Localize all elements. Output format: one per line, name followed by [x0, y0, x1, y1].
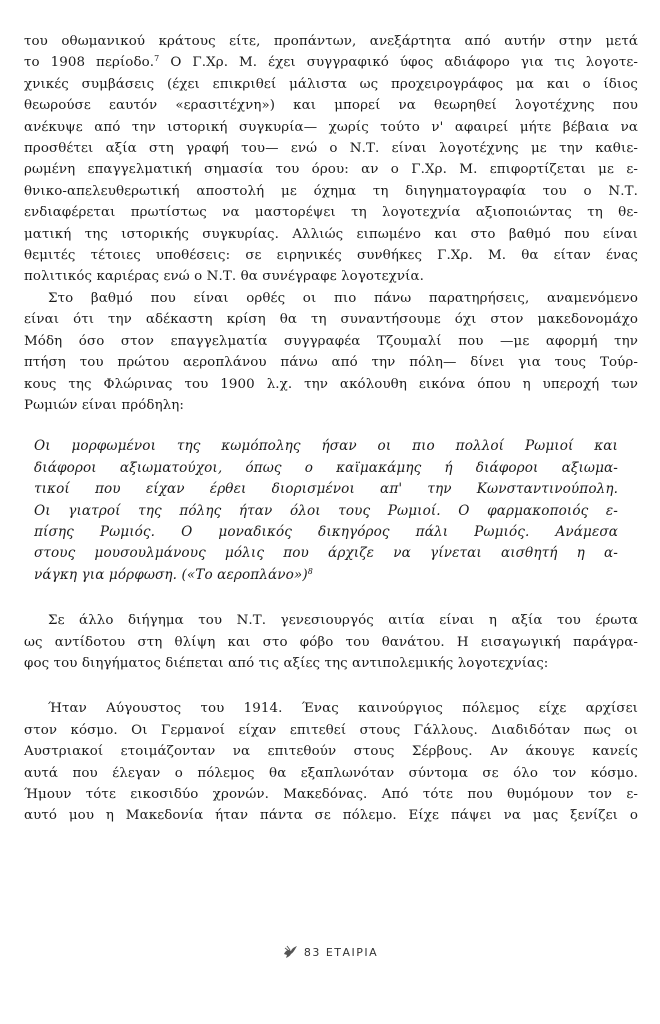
paragraph-3: [24, 610, 638, 674]
paragraph-4: [24, 698, 638, 826]
text-line: χνικές συμβάσεις (έχει επικριθεί μάλιστα ως προχειρογράφος μα και ο ίδιος: [24, 76, 638, 92]
text-fragment: νάγκη για μόρφωση. («Το αεροπλάνο»): [34, 566, 308, 583]
paragraph-2: [24, 288, 638, 416]
text-line: αυτό μου η Μακεδονία ήταν πάντα σε πόλεμο. Είχε πάψει να μας ξενίζει ο: [24, 808, 638, 824]
text-line: Σε άλλο διήγημα του Ν.Τ. γενεσιουργός αιτία είναι η αξία του έρωτα: [48, 613, 638, 629]
text-line: θεωρούσε εαυτόν «ερασιτέχνη») και μπορεί να θεωρηθεί λογοτέχνης που: [24, 98, 638, 114]
spacer: [24, 586, 638, 610]
text-line: ρωμένη επαγγελματική σημασία του όρου: αν ο Γ.Χρ. Μ. επιφορτίζεται με ε-: [24, 162, 638, 178]
text-line: ανέκυψε από την ιστορική συγκυρία— χωρίς τούτο ν' αφαιρεί μήτε βέβαια να: [24, 119, 638, 135]
spacer: [24, 674, 638, 698]
quote-line: [34, 565, 618, 586]
text-line: Αυστριακοί ετοιμάζονταν να επιτεθούν στους Σέρβους. Αν άκουγε κανείς: [24, 744, 638, 760]
journal-name: ΕΤΑΙΡΙΑ: [325, 946, 379, 959]
text-line: είναι ότι την αδέκαστη κρίση θα τη συναντήσουμε όχι στον μακεδονομάχο: [24, 312, 638, 328]
text-line: πτήση του πρώτου αεροπλάνου πάνω από την πόλη— δίνει για τους Τούρ-: [24, 355, 638, 371]
text-line: φος του διηγήματος διέπεται από τις αξίες της αντιπολεμικής λογοτεχνίας:: [24, 655, 549, 671]
text-line: πολιτικός καριέρας ενώ ο Ν.Τ. θα συνέγραφε λογοτεχνία.: [24, 269, 424, 285]
text-fragment: Ο Γ.Χρ. Μ. έχει συγγραφικό ύφος αδιάφορο για τις λογοτε-: [170, 55, 638, 71]
spacer: [24, 416, 638, 436]
block-quote: [24, 436, 638, 586]
text-line: Ήμουν τότε εικοσιδύο χρονών. Μακεδόνας. Από τότε που θυμόμουν τον ε-: [24, 787, 638, 802]
page-number: 83: [303, 946, 321, 959]
quote-line: Οι γιατροί της πόλης ήταν όλοι τους Ρωμιοί. Ο φαρμακοποιός ε-: [34, 502, 618, 519]
text-line: ματική της ιστορικής συγκυρίας. Αλλιώς ειπωμένο και στο βαθμό που είναι: [24, 226, 638, 242]
text-line: προσθέτει αξία στη γραφή του— ενώ ο Ν.Τ. είναι λογοτέχνης με την καθιε-: [24, 141, 638, 157]
text-line: Μόδη όσο στον επαγγελματία συγγραφέα Τζουμαλί που —με αφορμή την: [24, 333, 638, 349]
text-line: του οθωμανικού κράτους είτε, προπάντων, ανεξάρτητα από αυτήν στην μετά: [24, 34, 638, 49]
paragraph-1: [24, 31, 638, 288]
text-line: Ρωμιών είναι πρόδηλη:: [24, 397, 185, 413]
page-footer: [0, 944, 660, 960]
quote-line: διάφοροι αξιωματούχοι, όπως ο καϊμακάμης ή διάφοροι αξιωμα-: [34, 459, 618, 476]
text-line: [24, 52, 638, 73]
text-line: κους της Φλώρινας του 1900 λ.χ. την ακόλουθη εικόνα όπου η υπεροχή των: [24, 376, 638, 392]
quote-line: Οι μορφωμένοι της κωμόπολης ήσαν οι πιο πολλοί Ρωμιοί και: [34, 438, 618, 455]
text-line: Ήταν Αύγουστος του 1914. Ένας καινούργιος πόλεμος είχε αρχίσει: [48, 701, 638, 717]
text-line: ενδιαφέρεται πρωτίστως να μαστορέψει τη λογοτεχνία αξιοποιώντας τη θε-: [24, 205, 638, 221]
text-fragment: το 1908 περίοδο.: [24, 55, 155, 71]
document-page: [24, 31, 638, 827]
footnote-marker-7: 7: [154, 54, 160, 64]
text-line: ως αντίδοτου στη θλίψη και στο φόβο του θανάτου. Η εισαγωγική παράγρα-: [24, 634, 638, 650]
footnote-marker-8: 8: [307, 566, 313, 576]
text-line: θνικο-απελευθερωτική αποστολή με όχημα τη διηγηματογραφία του ο Ν.Τ.: [24, 183, 638, 199]
bird-logo-icon: [282, 944, 298, 960]
quote-line: πίσης Ρωμιός. Ο μοναδικός δικηγόρος πάλι Ρωμιός. Ανάμεσα: [34, 523, 618, 540]
quote-line: τικοί που είχαν έρθει διορισμένοι απ' την Κωνσταντινούπολη.: [34, 481, 618, 498]
text-line: στον κόσμο. Οι Γερμανοί είχαν επιτεθεί στους Γάλλους. Διαδιδόταν πως οι: [24, 722, 638, 738]
quote-line: στους μουσουλμάνους μόλις που άρχιζε να γίνεται αισθητή η α-: [34, 545, 618, 562]
text-line: Στο βαθμό που είναι ορθές οι πιο πάνω παρατηρήσεις, αναμενόμενο: [48, 290, 638, 306]
text-line: θεμιτές τέτοιες υποθέσεις: σε ειρηνικές συνθήκες Γ.Χρ. Μ. θα είταν ένας: [24, 248, 638, 264]
text-line: αυτά που έλεγαν ο πόλεμος θα εξαπλωνόταν σύντομα σε όλο τον κόσμο.: [24, 765, 638, 781]
